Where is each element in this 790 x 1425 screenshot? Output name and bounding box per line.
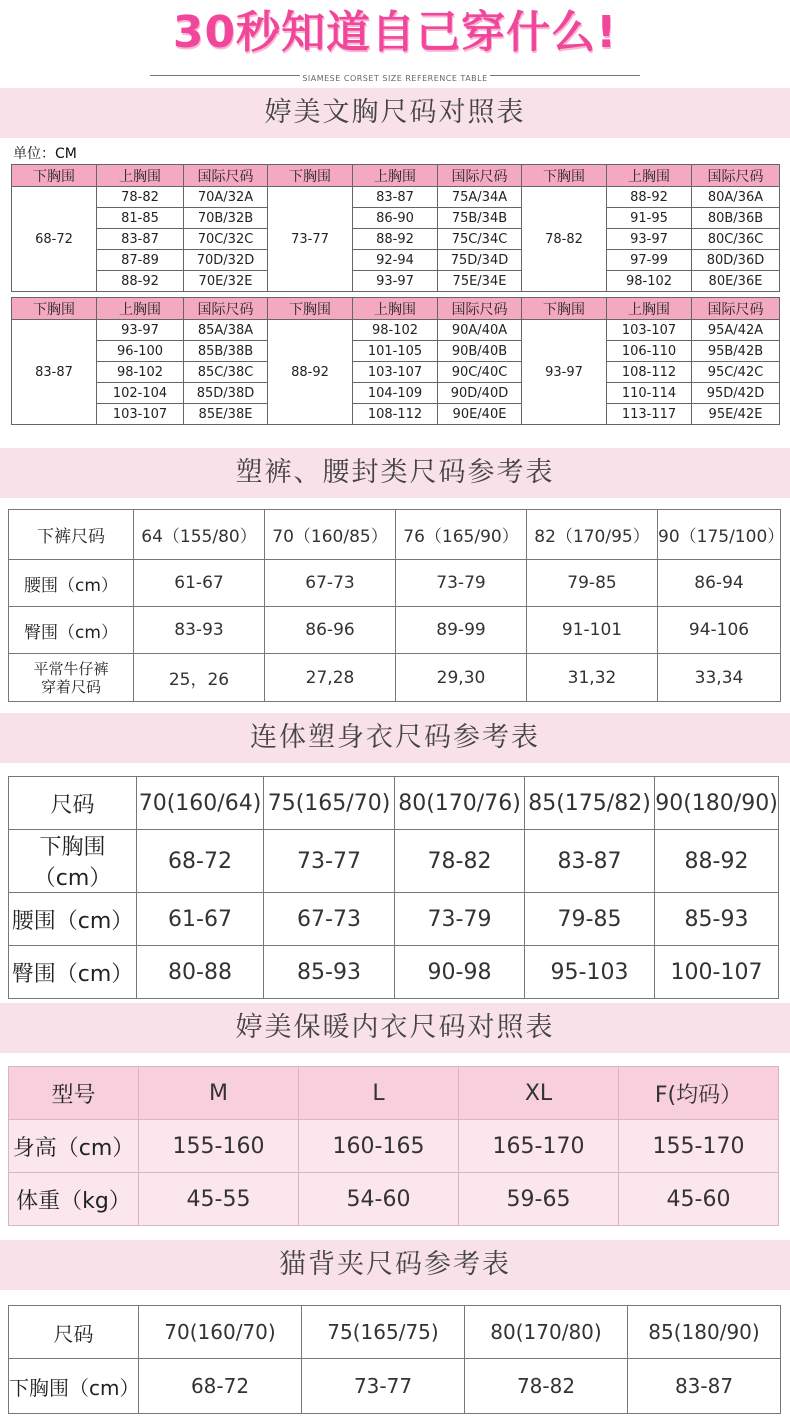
table-row [9,893,779,946]
row-label: 尺码 [9,777,137,830]
table-row [9,1173,779,1226]
table-row [9,1120,779,1173]
over-bust-range: 88-92 [607,187,692,208]
table-row [9,1067,779,1120]
intl-size: 90B/40B [438,341,522,362]
size-value: 29,30 [396,654,527,702]
over-bust-range: 81-85 [97,208,184,229]
intl-size: 80D/36D [692,250,780,271]
intl-size: 95D/42D [692,383,780,404]
table-row [12,362,780,383]
cat-size-table [8,1305,781,1414]
size-value: 91-101 [527,607,658,654]
size-value: 61-67 [134,560,265,607]
size-value: 165-170 [459,1120,619,1173]
table-row [9,946,779,999]
intl-size: 80A/36A [692,187,780,208]
thermal-size-table [8,1066,779,1226]
table-row [9,1306,781,1359]
pants-size-table [8,509,785,702]
size-value: 79-85 [525,893,655,946]
size-value: 155-160 [139,1120,299,1173]
size-value: 80(170/80) [465,1306,628,1359]
table-row [12,404,780,425]
size-value: 80(170/76) [395,777,525,830]
table-row [12,320,780,341]
intl-size: 85D/38D [184,383,268,404]
intl-size: 80C/36C [692,229,780,250]
over-bust-range: 87-89 [97,250,184,271]
size-value: 90-98 [395,946,525,999]
over-bust-range: 86-90 [353,208,438,229]
size-value: 45-55 [139,1173,299,1226]
bra-section-title: 婷美文胸尺码对照表 [0,88,790,138]
size-value: 88-92 [655,830,779,893]
column-header: 国际尺码 [184,165,268,187]
pants-section-title: 塑裤、腰封类尺码参考表 [0,448,790,498]
under-bust-range: 73-77 [268,187,353,292]
over-bust-range: 98-102 [97,362,184,383]
intl-size: 80E/36E [692,271,780,292]
over-bust-range: 108-112 [353,404,438,425]
row-label: 尺码 [9,1306,139,1359]
size-value: 73-79 [395,893,525,946]
intl-size: 85B/38B [184,341,268,362]
table-row [12,383,780,404]
intl-size: 70C/32C [184,229,268,250]
intl-size: 75C/34C [438,229,522,250]
row-label: 腰围（cm） [9,893,137,946]
column-header: 国际尺码 [692,298,780,320]
intl-size: 70D/32D [184,250,268,271]
bodysuit-section-title: 连体塑身衣尺码参考表 [0,713,790,763]
row-label: 腰围（cm） [9,560,134,607]
over-bust-range: 106-110 [607,341,692,362]
over-bust-range: 102-104 [97,383,184,404]
over-bust-range: 93-97 [97,320,184,341]
row-label: 平常牛仔裤 穿着尺码 [9,654,134,702]
intl-size: 70A/32A [184,187,268,208]
intl-size: 90A/40A [438,320,522,341]
column-header: 下胸围 [12,298,97,320]
over-bust-range: 83-87 [353,187,438,208]
size-value: 73-77 [264,830,395,893]
intl-size: 75D/34D [438,250,522,271]
row-label: 臀围（cm） [9,607,134,654]
subtitle: SIAMESE CORSET SIZE REFERENCE TABLE [302,74,488,83]
intl-size: 85C/38C [184,362,268,383]
main-title: 30秒知道自己穿什么! [172,7,618,58]
size-value: 79-85 [527,560,658,607]
table-row [12,229,780,250]
column-header: 下胸围 [12,165,97,187]
table-row [12,341,780,362]
over-bust-range: 101-105 [353,341,438,362]
row-label: 体重（kg） [9,1173,139,1226]
size-value: 73-77 [302,1359,465,1414]
size-value: 85-93 [264,946,395,999]
intl-size: 95C/42C [692,362,780,383]
bra-size-table-1 [11,164,780,292]
column-header: 上胸围 [97,298,184,320]
over-bust-range: 91-95 [607,208,692,229]
size-value: 68-72 [139,1359,302,1414]
over-bust-range: 88-92 [353,229,438,250]
bra-size-table-2 [11,297,780,425]
intl-size: 85A/38A [184,320,268,341]
table-row [12,187,780,208]
size-value: 90(180/90) [655,777,779,830]
over-bust-range: 88-92 [97,271,184,292]
size-value: 94-106 [658,607,781,654]
size-value: 83-93 [134,607,265,654]
row-label: 下裤尺码 [9,510,134,560]
size-value: 33,34 [658,654,781,702]
intl-size: 70B/32B [184,208,268,229]
size-value: 80-88 [137,946,264,999]
size-value: 67-73 [265,560,396,607]
cat-section-title: 猫背夹尺码参考表 [0,1240,790,1290]
over-bust-range: 83-87 [97,229,184,250]
column-header: 上胸围 [607,298,692,320]
size-value: 31,32 [527,654,658,702]
over-bust-range: 92-94 [353,250,438,271]
table-row [12,208,780,229]
size-value: 86-96 [265,607,396,654]
size-value: 100-107 [655,946,779,999]
row-label: 身高（cm） [9,1120,139,1173]
over-bust-range: 96-100 [97,341,184,362]
column-header: 上胸围 [353,165,438,187]
size-value: 70（160/85） [265,510,396,560]
size-value: 160-165 [299,1120,459,1173]
intl-size: 75E/34E [438,271,522,292]
divider-left [150,75,300,76]
size-value: 83-87 [628,1359,781,1414]
under-bust-range: 93-97 [522,320,607,425]
size-value: F(均码） [619,1067,779,1120]
over-bust-range: 98-102 [607,271,692,292]
table-row [9,830,779,893]
table-row [9,654,781,702]
divider-right [490,75,640,76]
under-bust-range: 88-92 [268,320,353,425]
column-header: 上胸围 [97,165,184,187]
size-value: 83-87 [525,830,655,893]
row-label: 下胸围（cm） [9,1359,139,1414]
size-value: 86-94 [658,560,781,607]
size-value: 155-170 [619,1120,779,1173]
size-value: 73-79 [396,560,527,607]
size-value: XL [459,1067,619,1120]
size-value: 85(180/90) [628,1306,781,1359]
size-value: 27,28 [265,654,396,702]
intl-size: 90C/40C [438,362,522,383]
size-value: 82（170/95） [527,510,658,560]
over-bust-range: 103-107 [353,362,438,383]
size-value: 85(175/82) [525,777,655,830]
intl-size: 80B/36B [692,208,780,229]
size-value: 25，26 [134,654,265,702]
table-row [9,1359,781,1414]
over-bust-range: 108-112 [607,362,692,383]
size-value: 75(165/70) [264,777,395,830]
table-row [12,271,780,292]
column-header: 国际尺码 [184,298,268,320]
column-header: 国际尺码 [438,165,522,187]
size-value: 70(160/70) [139,1306,302,1359]
unit-label: 单位：CM [13,146,77,162]
table-row [9,510,781,560]
size-value: 95-103 [525,946,655,999]
intl-size: 75B/34B [438,208,522,229]
over-bust-range: 103-107 [607,320,692,341]
size-value: 64（155/80） [134,510,265,560]
thermal-section-title: 婷美保暖内衣尺码对照表 [0,1003,790,1053]
column-header: 下胸围 [268,298,353,320]
size-value: 70(160/64) [137,777,264,830]
size-value: 45-60 [619,1173,779,1226]
column-header: 国际尺码 [692,165,780,187]
row-label: 型号 [9,1067,139,1120]
under-bust-range: 78-82 [522,187,607,292]
subtitle-row [0,66,790,86]
intl-size: 85E/38E [184,404,268,425]
column-header: 上胸围 [353,298,438,320]
size-value: 59-65 [459,1173,619,1226]
table-row [9,560,781,607]
size-value: 54-60 [299,1173,459,1226]
intl-size: 95E/42E [692,404,780,425]
size-value: 68-72 [137,830,264,893]
table-row [12,250,780,271]
over-bust-range: 93-97 [353,271,438,292]
size-value: 78-82 [395,830,525,893]
over-bust-range: 104-109 [353,383,438,404]
intl-size: 75A/34A [438,187,522,208]
size-value: 61-67 [137,893,264,946]
table-row [9,607,781,654]
row-label: 臀围（cm） [9,946,137,999]
size-value: 85-93 [655,893,779,946]
over-bust-range: 97-99 [607,250,692,271]
size-value: 67-73 [264,893,395,946]
column-header: 上胸围 [607,165,692,187]
intl-size: 70E/32E [184,271,268,292]
size-value: 75(165/75) [302,1306,465,1359]
size-value: L [299,1067,459,1120]
under-bust-range: 68-72 [12,187,97,292]
over-bust-range: 78-82 [97,187,184,208]
column-header: 下胸围 [522,165,607,187]
over-bust-range: 98-102 [353,320,438,341]
size-value: 90（175/100） [658,510,781,560]
under-bust-range: 83-87 [12,320,97,425]
table-row [9,777,779,830]
size-value: 89-99 [396,607,527,654]
intl-size: 90D/40D [438,383,522,404]
size-value: M [139,1067,299,1120]
row-label: 下胸围（cm） [9,830,137,893]
over-bust-range: 93-97 [607,229,692,250]
size-value: 78-82 [465,1359,628,1414]
column-header: 国际尺码 [438,298,522,320]
intl-size: 90E/40E [438,404,522,425]
bodysuit-size-table [8,776,779,999]
column-header: 下胸围 [268,165,353,187]
size-value: 76（165/90） [396,510,527,560]
intl-size: 95B/42B [692,341,780,362]
over-bust-range: 103-107 [97,404,184,425]
over-bust-range: 110-114 [607,383,692,404]
column-header: 下胸围 [522,298,607,320]
intl-size: 95A/42A [692,320,780,341]
over-bust-range: 113-117 [607,404,692,425]
